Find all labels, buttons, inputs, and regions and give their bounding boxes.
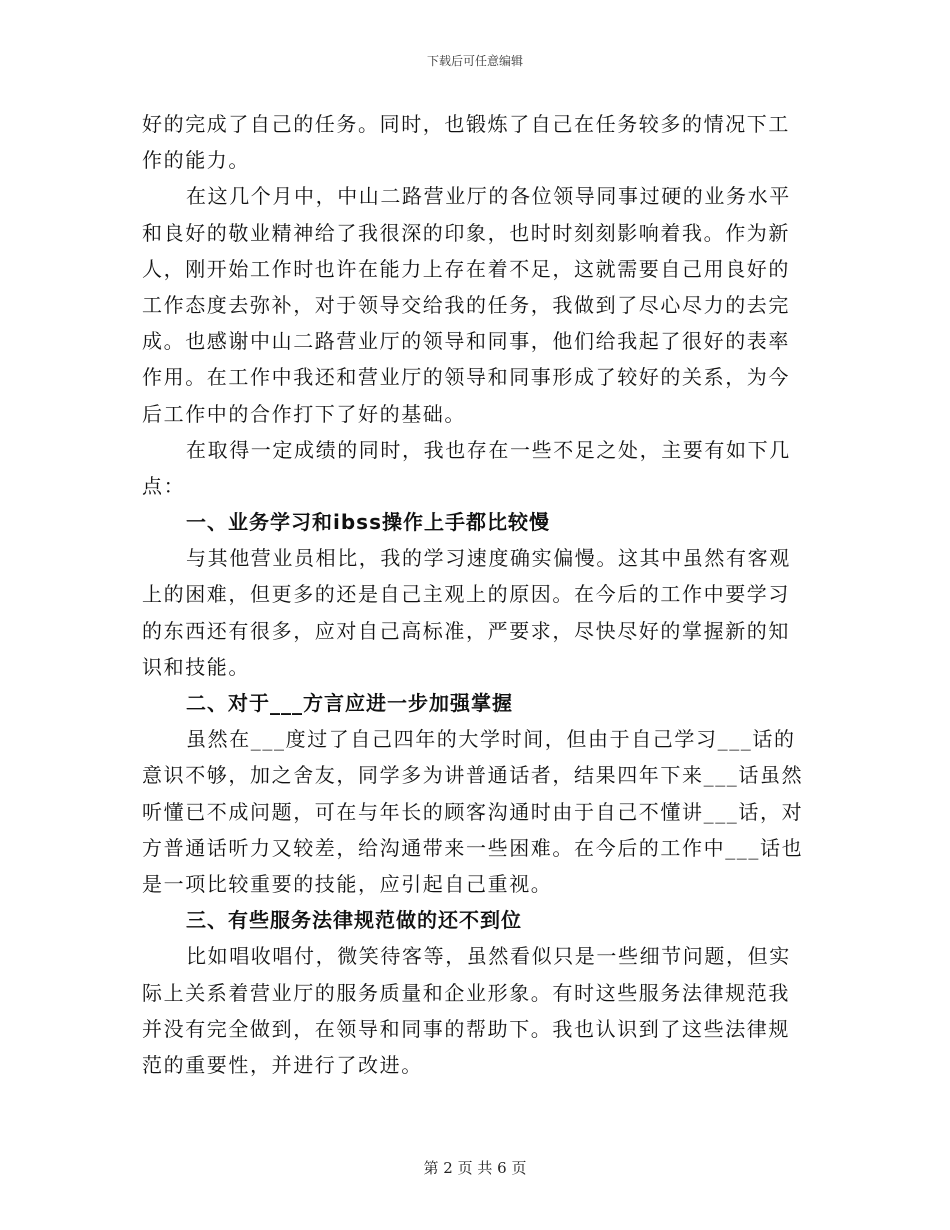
text-line: 上的困难，但更多的还是自己主观上的原因。在今后的工作中要学习 <box>142 582 790 607</box>
text-line: 在这几个月中，中山二路营业厅的各位领导同事过硬的业务水平 <box>186 184 791 209</box>
section-heading: 三、有些服务法律规范做的还不到位 <box>186 908 522 933</box>
text-line: 识和技能。 <box>142 654 250 679</box>
text-line: 是一项比较重要的技能，应引起自己重视。 <box>142 871 553 896</box>
text-line: 并没有完全做到，在领导和同事的帮助下。我也认识到了这些法律规 <box>142 1016 790 1041</box>
text-line: 在取得一定成绩的同时，我也存在一些不足之处，主要有如下几 <box>186 437 791 462</box>
section-heading: 一、业务学习和ibss操作上手都比较慢 <box>186 510 550 535</box>
page-footer: 第 2 页 共 6 页 <box>423 1159 527 1177</box>
text-line: 好的完成了自己的任务。同时，也锻炼了自己在任务较多的情况下工 <box>142 112 790 136</box>
section-heading: 二、对于___方言应进一步加强掌握 <box>186 691 513 715</box>
text-line: 与其他营业员相比，我的学习速度确实偏慢。这其中虽然有客观 <box>186 546 791 571</box>
text-line: 方普通话听力又较差，给沟通带来一些困难。在今后的工作中___话也 <box>142 835 804 860</box>
text-line: 的东西还有很多，应对自己高标准，严要求，尽快尽好的掌握新的知 <box>142 618 790 643</box>
text-line: 作的能力。 <box>142 148 250 173</box>
text-line: 和良好的敬业精神给了我很深的印象，也时时刻刻影响着我。作为新 <box>142 220 790 245</box>
text-line: 人，刚开始工作时也许在能力上存在着不足，这就需要自己用良好的 <box>142 256 790 281</box>
text-line: 成。也感谢中山二路营业厅的领导和同事，他们给我起了很好的表率 <box>142 329 790 354</box>
text-line: 虽然在___度过了自己四年的大学时间，但由于自己学习___话的 <box>186 727 796 752</box>
text-line: 后工作中的合作打下了好的基础。 <box>142 401 466 426</box>
text-line: 工作态度去弥补，对于领导交给我的任务，我做到了尽心尽力的去完 <box>142 292 790 317</box>
text-line: 际上关系着营业厅的服务质量和企业形象。有时这些服务法律规范我 <box>142 980 790 1005</box>
text-line: 听懂已不成问题，可在与年长的顾客沟通时由于自己不懂讲___话，对 <box>142 799 804 824</box>
text-line: 意识不够，加之舍友，同学多为讲普通话者，结果四年下来___话虽然 <box>142 763 804 788</box>
text-line: 范的重要性，并进行了改进。 <box>142 1052 423 1077</box>
text-line: 作用。在工作中我还和营业厅的领导和同事形成了较好的关系，为今 <box>142 365 790 390</box>
text-line: 点： <box>142 473 186 498</box>
page-header: 下载后可任意编辑 <box>426 54 523 68</box>
document-body <box>142 106 810 1083</box>
text-line: 比如唱收唱付，微笑待客等，虽然看似只是一些细节问题，但实 <box>186 944 791 969</box>
